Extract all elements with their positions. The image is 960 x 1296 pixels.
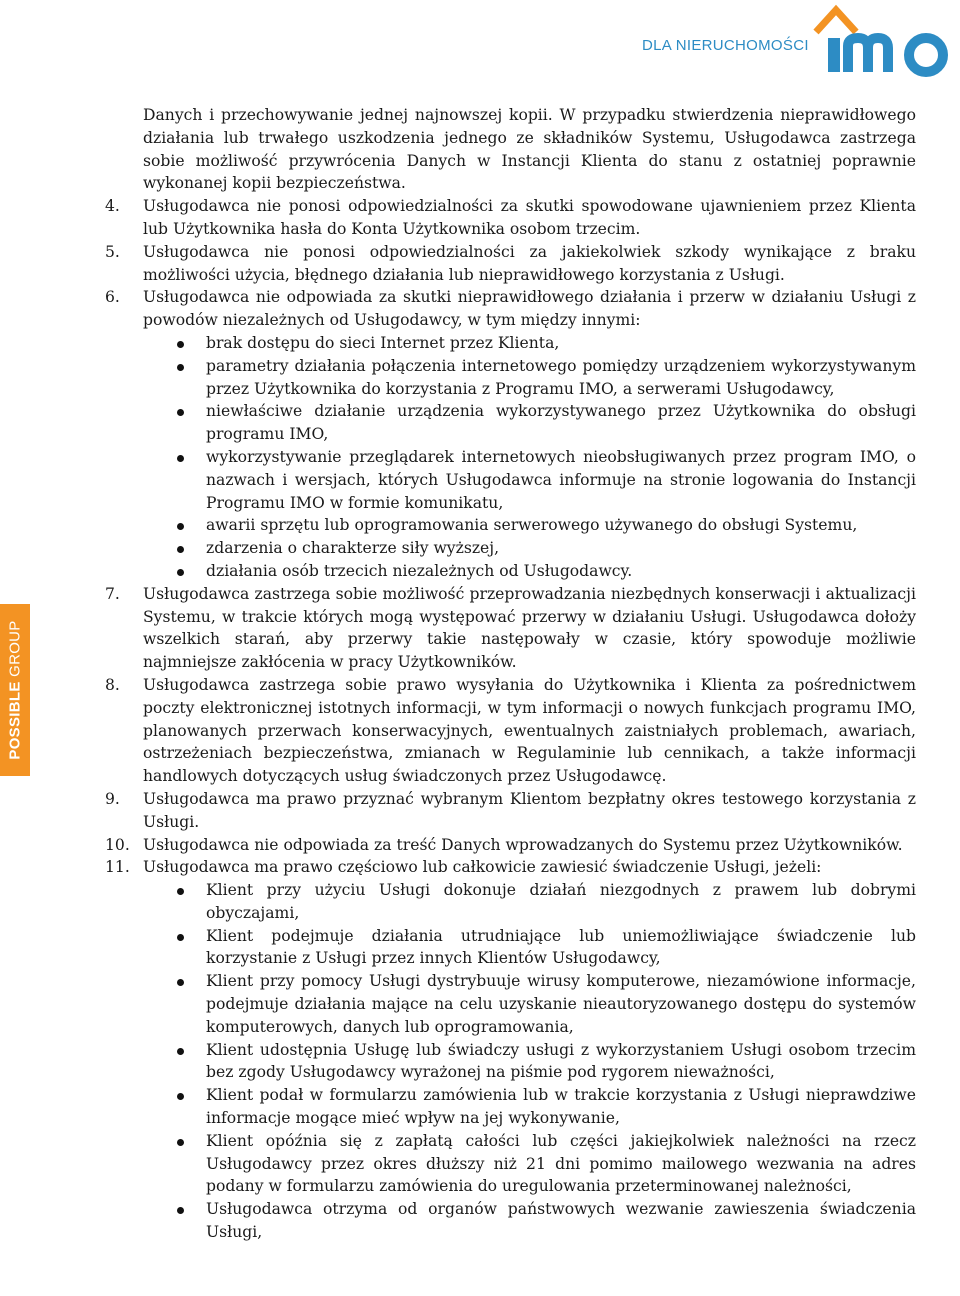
bullet-dot-icon [177, 1207, 184, 1214]
bullet-dot-icon [177, 1139, 184, 1146]
bullet-text: Klient przy użyciu Usługi dokonuje działań niezgodnych z prawem lub dobrymi obyczajami, [206, 881, 916, 922]
bullet-item [105, 970, 916, 1038]
bullet-dot-icon [177, 934, 184, 941]
bullet-text: awarii sprzętu lub oprogramowania serwerowego używanego do obsługi Systemu, [206, 516, 858, 535]
page-header [0, 0, 960, 90]
list-item-number: 8. [105, 675, 120, 694]
bullet-text: Klient podał w formularzu zamówienia lub w trakcie korzystania z Usługi nieprawdziwe informacje mogące mieć wpływ na jej wykonywanie, [206, 1086, 916, 1128]
list-item-text: Usługodawca zastrzega sobie prawo wysyłania do Użytkownika i Klienta za pośrednictwem poczty elektronicznej istotnych informacji, w tym informacji o nowych funkcjach programu IMO, planowanych przerwach konserwacyjnych, ewentualnych zaistniałych problemach, awariach, ostrzeżeniach bezpieczeństwa, zmianach w Regulaminie lub cennikach, a także informacji handlowych dotyczących usług świadczonych przez Usługodawcę. [143, 675, 916, 786]
list-item-text: Usługodawca nie ponosi odpowiedzialności za jakiekolwiek szkody wynikające z braku możliwości użycia, błędnego działania lub nieprawidłowego korzystania z Usługi. [143, 242, 916, 284]
list-item-number: 5. [105, 242, 120, 261]
bullet-text: brak dostępu do sieci Internet przez Klienta, [206, 333, 560, 352]
list-item-text: Usługodawca ma prawo częściowo lub całkowicie zawiesić świadczenie Usługi, jeżeli: [143, 858, 822, 877]
list-item [105, 856, 916, 1244]
bullet-text: niewłaściwe działanie urządzenia wykorzystywanego przez Użytkownika do obsługi programu IMO, [206, 402, 916, 444]
list-item [105, 834, 916, 857]
bullet-dot-icon [177, 523, 184, 530]
list-item [105, 241, 916, 287]
bullet-item [105, 925, 916, 971]
bullet-dot-icon [177, 455, 184, 462]
bullet-dot-icon [177, 341, 184, 348]
bullet-item [105, 1039, 916, 1085]
bullet-dot-icon [177, 364, 184, 371]
bullet-text: Klient opóźnia się z zapłatą całości lub części jakiejkolwiek należności na rzecz Usługodawcy przez okres dłuższy niż 21 dni pomimo mailowego wezwania na adres podany w formularzu zamówienia do uregulowania przeterminowanej należności, [206, 1131, 916, 1196]
bullet-text: Klient podejmuje działania utrudniające lub uniemożliwiające świadczenie lub korzystanie z Usługi przez innych Klientów Usługodawcy, [206, 926, 916, 968]
bullet-text: działania osób trzecich niezależnych od Usługodawcy. [206, 561, 633, 580]
imo-logo [808, 2, 960, 82]
intro-paragraph: Danych i przechowywanie jednej najnowszej kopii. W przypadku stwierdzenia nieprawidłowego działania lub trwałego uszkodzenia jednego ze składników Systemu, Usługodawca zastrzega sobie możliwość przywrócenia Danych w Instancji Klienta do stanu z ostatniej poprawnie wykonanej kopii bezpieczeństwa. [143, 106, 916, 193]
bullet-item [105, 1130, 916, 1198]
list-item-number: 4. [105, 197, 120, 216]
list-item [105, 674, 916, 788]
list-item-text: Usługodawca ma prawo przyznać wybranym Klientom bezpłatny okres testowego korzystania z Usługi. [143, 789, 916, 831]
possible-group-logo: POSSIBLE GROUP [6, 620, 24, 760]
bullet-item [105, 514, 916, 537]
logo-tagline: DLA NIERUCHOMOŚCI [642, 37, 809, 54]
bullet-dot-icon [177, 1093, 184, 1100]
bullet-dot-icon [177, 979, 184, 986]
document-body [105, 104, 916, 1244]
bullet-item [105, 1198, 916, 1244]
bullet-list [105, 332, 916, 583]
list-item-number: 11. [105, 858, 130, 877]
numbered-list [105, 195, 916, 1244]
bullet-item [105, 332, 916, 355]
bullet-dot-icon [177, 888, 184, 895]
bullet-text: Klient udostępnia Usługę lub świadczy usługi z wykorzystaniem Usługi osobom trzecim bez zgody Usługodawcy wyrażonej na piśmie pod rygorem nieważności, [206, 1040, 916, 1082]
list-item [105, 195, 916, 241]
bullet-item [105, 446, 916, 514]
bullet-dot-icon [177, 409, 184, 416]
bullet-text: zdarzenia o charakterze siły wyższej, [206, 539, 500, 558]
list-item-text: Usługodawca zastrzega sobie możliwość przeprowadzania niezbędnych konserwacji i aktualizacji Systemu, w trakcie których mogą występować przerwy w działaniu Usługi. Usługodawca dołoży wszelkich starań, aby przerwy takie następowały w czasie, który spowoduje możliwie najmniejsze zakłócenia w pracy Użytkowników. [143, 584, 916, 672]
bullet-text: parametry działania połączenia internetowego pomiędzy urządzeniem wykorzystywanym przez Użytkownika do korzystania z Programu IMO, a serwerami Usługodawcy, [206, 356, 916, 398]
list-item [105, 583, 916, 674]
list-item-number: 9. [105, 789, 120, 808]
bullet-dot-icon [177, 1048, 184, 1055]
bullet-item [105, 879, 916, 925]
bullet-text: Usługodawca otrzyma od organów państwowych wezwanie zawieszenia świadczenia Usługi, [206, 1200, 916, 1242]
list-item-number: 10. [105, 835, 130, 854]
bullet-item [105, 355, 916, 401]
possible-group-banner [0, 604, 30, 776]
list-item-text: Usługodawca nie ponosi odpowiedzialności za skutki spowodowane ujawnieniem przez Klienta lub Użytkownika hasła do Konta Użytkownika osobom trzecim. [143, 197, 916, 238]
bullet-text: Klient przy pomocy Usługi dystrybuuje wirusy komputerowe, niezamówione informacje, podejmuje działania mające na celu uzyskanie nieautoryzowanego dostępu do systemów komputerowych, danych lub oprogramowania, [206, 972, 916, 1036]
bullet-text: wykorzystywanie przeglądarek internetowych nieobsługiwanych przez program IMO, o nazwach i wersjach, których Usługodawca informuje na stronie logowania do Instancji Programu IMO w formie komunikatu, [206, 447, 916, 512]
list-item [105, 286, 916, 582]
bullet-dot-icon [177, 546, 184, 553]
list-item-text: Usługodawca nie odpowiada za skutki nieprawidłowego działania i przerw w działaniu Usługi z powodów niezależnych od Usługodawcy, w tym między innymi: [143, 288, 916, 330]
bullet-dot-icon [177, 569, 184, 576]
bullet-item [105, 537, 916, 560]
list-item-number: 7. [105, 584, 120, 603]
list-item-text: Usługodawca nie odpowiada za treść Danych wprowadzanych do Systemu przez Użytkowników. [143, 835, 903, 854]
list-item-number: 6. [105, 288, 120, 307]
list-item [105, 788, 916, 834]
bullet-item [105, 400, 916, 446]
bullet-list [105, 879, 916, 1244]
bullet-item [105, 560, 916, 583]
bullet-item [105, 1084, 916, 1130]
